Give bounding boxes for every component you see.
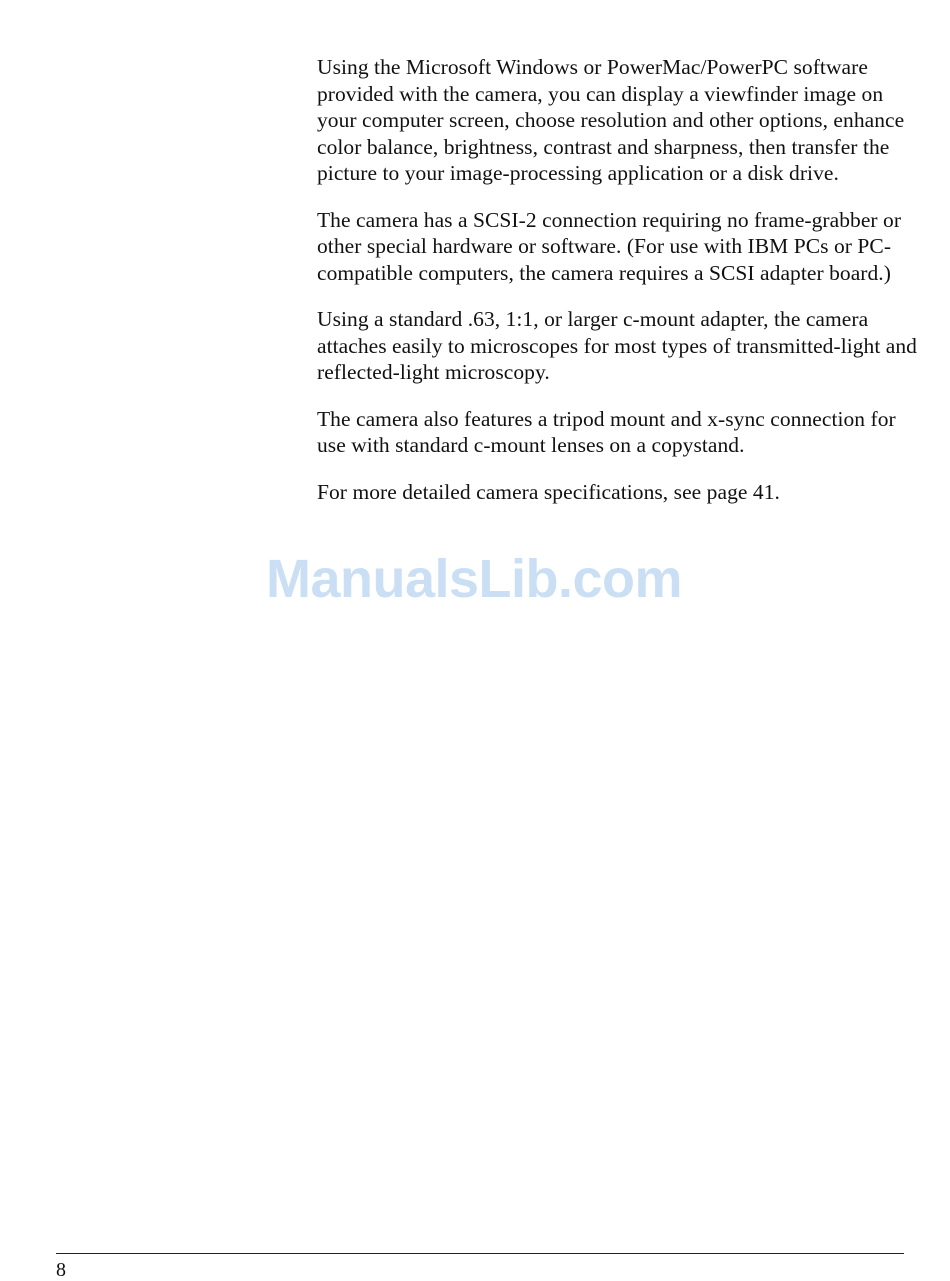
paragraph-tripod-mount: The camera also features a tripod mount and x-sync connection for use with standard c-mount lenses on a copystand.	[317, 406, 896, 457]
paragraph-scsi-connection: The camera has a SCSI-2 connection requiring no frame-grabber or other special hardware or software. (For use with IBM PCs or PC-compatible computers, the camera requires a SCSI adapter board.)	[317, 207, 902, 285]
paragraph-software-overview: Using the Microsoft Windows or PowerMac/PowerPC software provided with the camera, you can display a viewfinder image on your computer screen, choose resolution and other options, enhance color balance, brightness, contrast and sharpness, then transfer the picture to your image-processing application or a disk drive.	[317, 55, 905, 185]
paragraph-microscope-adapter: Using a standard .63, 1:1, or larger c-mount adapter, the camera attaches easily to microscopes for most types of transmitted-light and reflected-light microscopy.	[317, 307, 917, 384]
page-number: 8	[56, 1259, 66, 1281]
paragraph-specifications-reference: For more detailed camera specifications, see page 41.	[317, 479, 780, 504]
footer-divider	[56, 1253, 904, 1254]
body-text-column	[317, 54, 917, 525]
watermark-logo: ManualsLib.com	[266, 549, 683, 609]
